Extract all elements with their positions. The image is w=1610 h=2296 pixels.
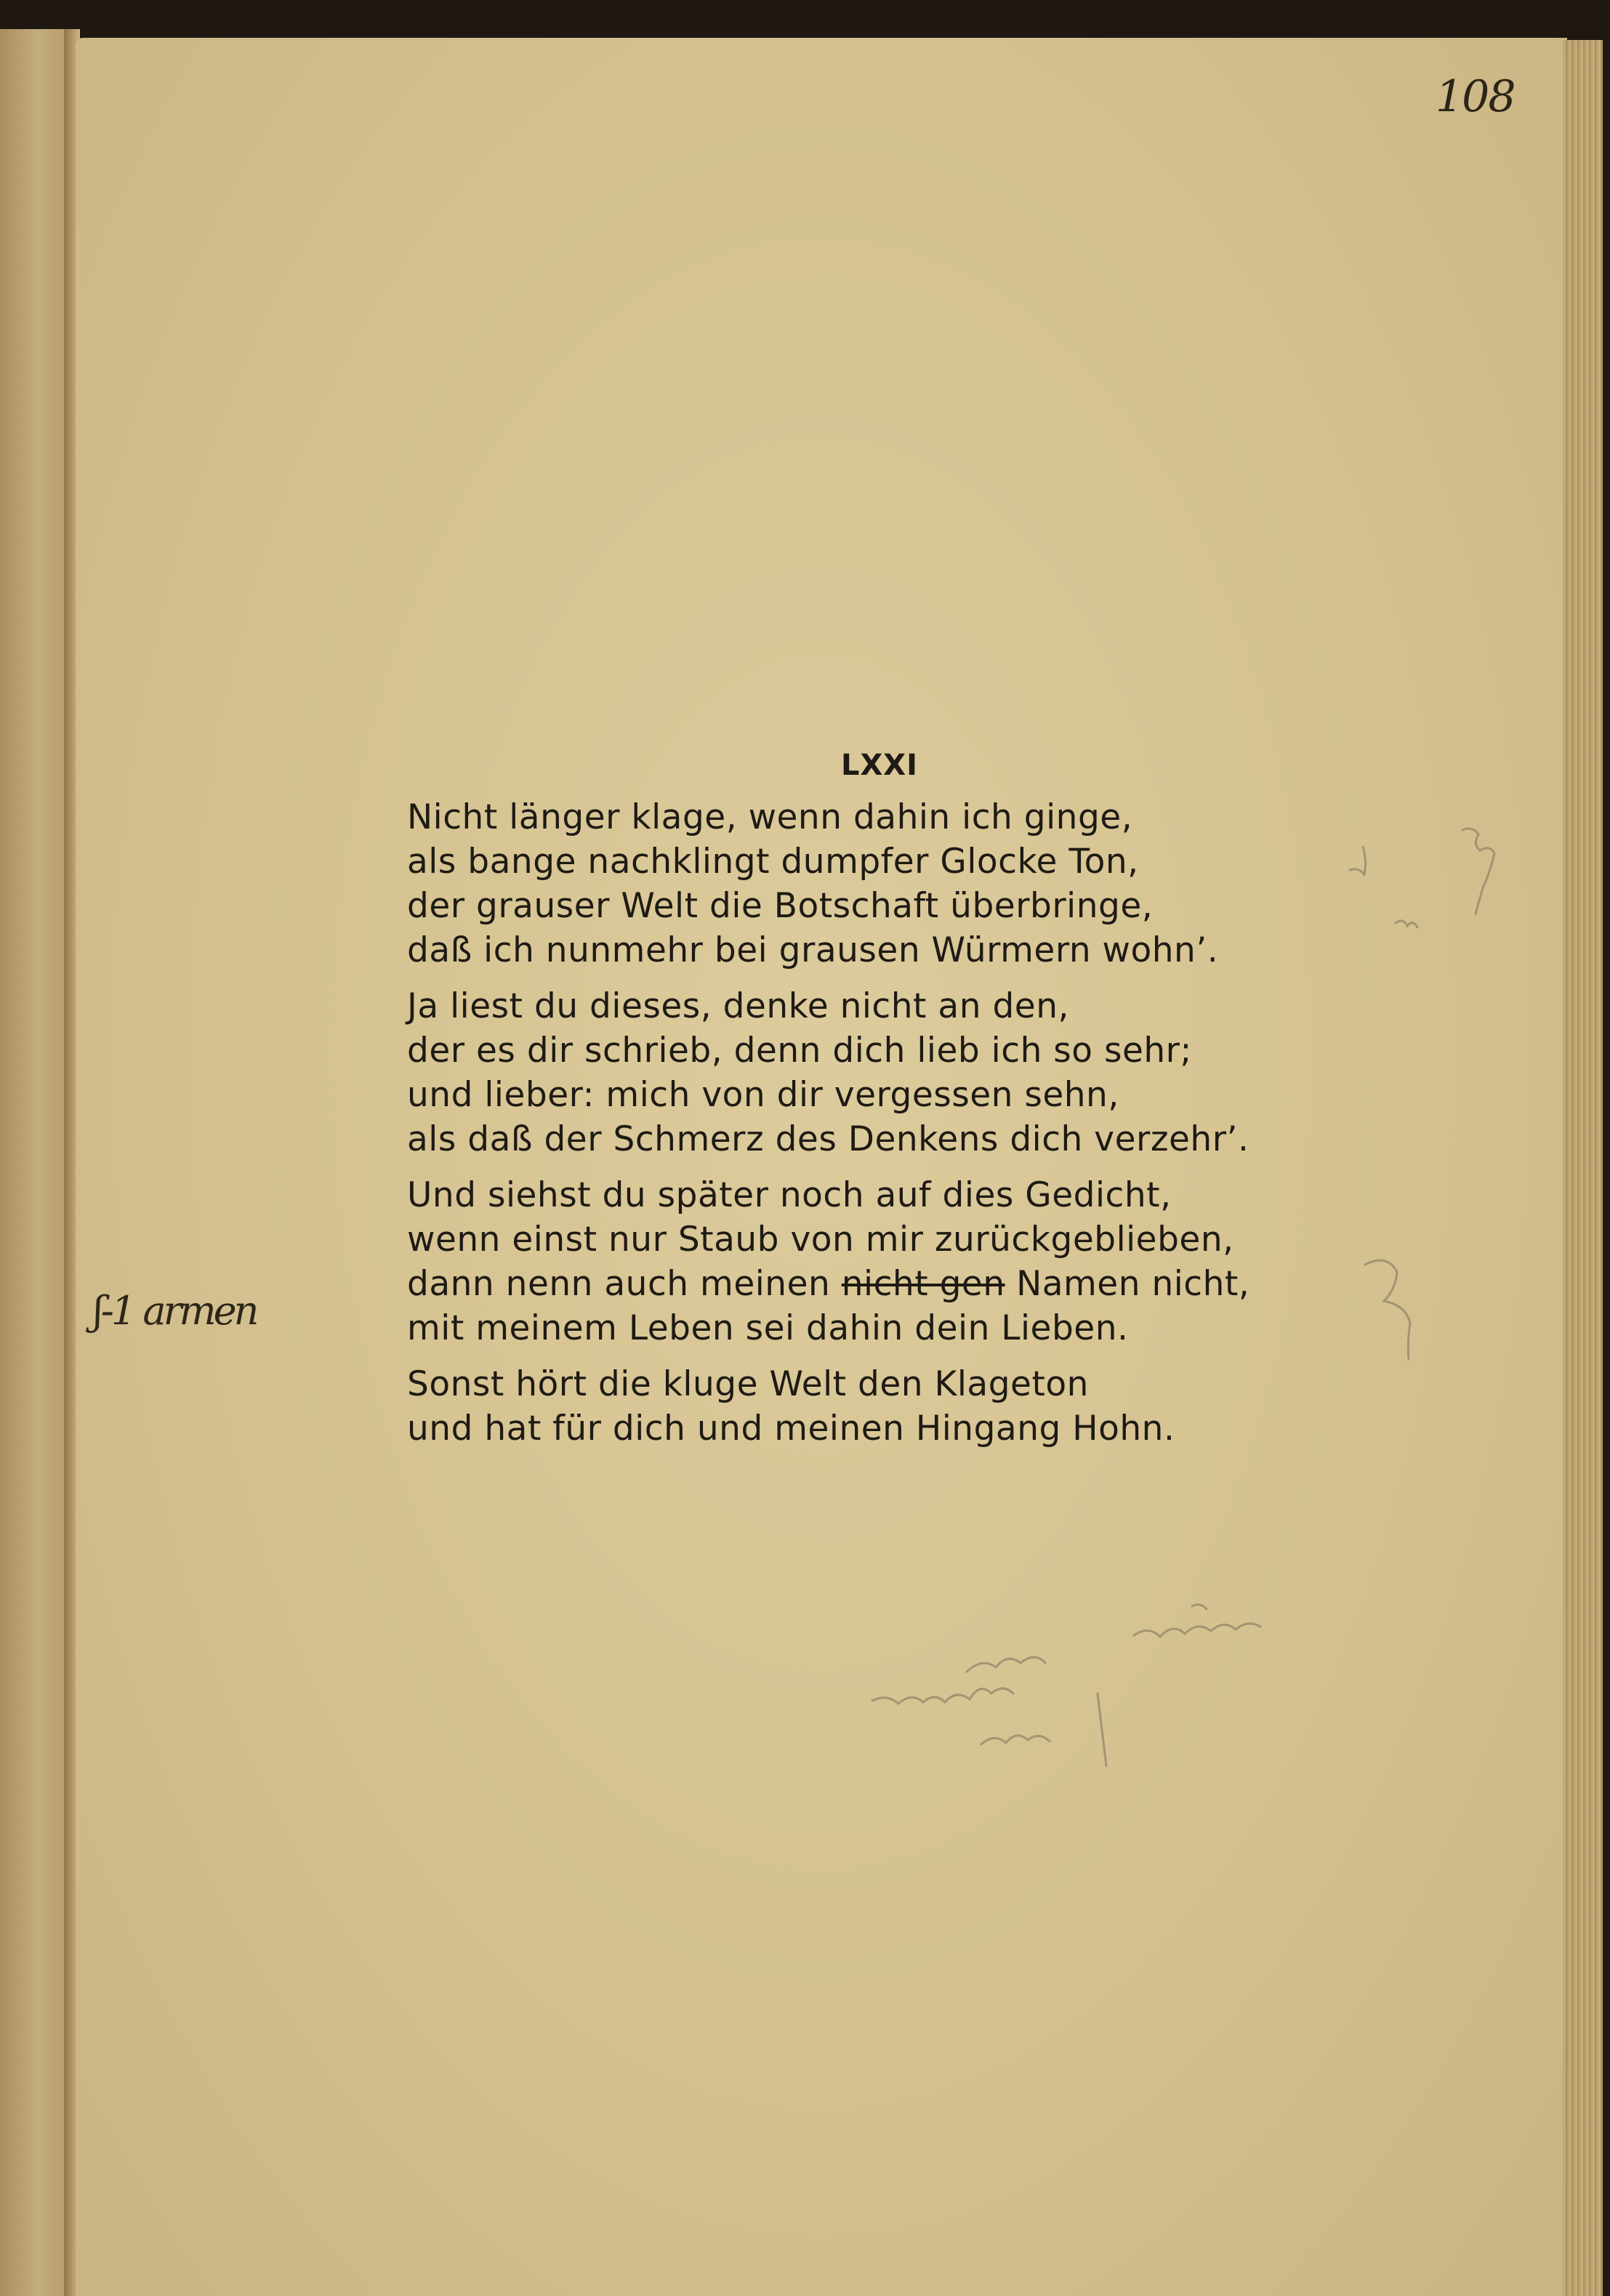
poem-line: Ja liest du dieses, denke nicht an den, xyxy=(407,986,1069,1026)
poem-title: LXXI xyxy=(840,749,919,782)
poem-line: Nicht länger klage, wenn dahin ich ginge, xyxy=(407,797,1133,837)
line-text-before-correction: dann nenn auch meinen xyxy=(407,1264,842,1304)
struck-through-word: nicht gen xyxy=(841,1264,1005,1304)
poem-line: als daß der Schmerz des Denkens dich verzehr’. xyxy=(407,1119,1249,1159)
poem-line: Sonst hört die kluge Welt den Klageton xyxy=(407,1364,1089,1404)
poem-line: daß ich nunmehr bei grausen Würmern wohn’. xyxy=(407,930,1219,970)
margin-ink-annotation: ʃ-1 armen xyxy=(93,1288,257,1334)
poem-line: und hat für dich und meinen Hingang Hohn. xyxy=(407,1409,1175,1449)
poem-line: als bange nachklingt dumpfer Glocke Ton, xyxy=(407,842,1139,882)
poem-line: der es dir schrieb, denn dich lieb ich so sehr; xyxy=(407,1031,1192,1071)
poem-line: der grauser Welt die Botschaft überbringe, xyxy=(407,886,1154,926)
poem-line: mit meinem Leben sei dahin dein Lieben. xyxy=(407,1308,1129,1348)
poem-line: und lieber: mich von dir vergessen sehn, xyxy=(407,1075,1119,1115)
handwritten-page-number: 108 xyxy=(1436,71,1515,122)
poem-line: wenn einst nur Staub von mir zurückgeblieben, xyxy=(407,1220,1234,1260)
line-text-after-correction: Namen nicht, xyxy=(1005,1264,1250,1304)
poem-line: Und siehst du später noch auf dies Gedicht, xyxy=(407,1175,1172,1215)
